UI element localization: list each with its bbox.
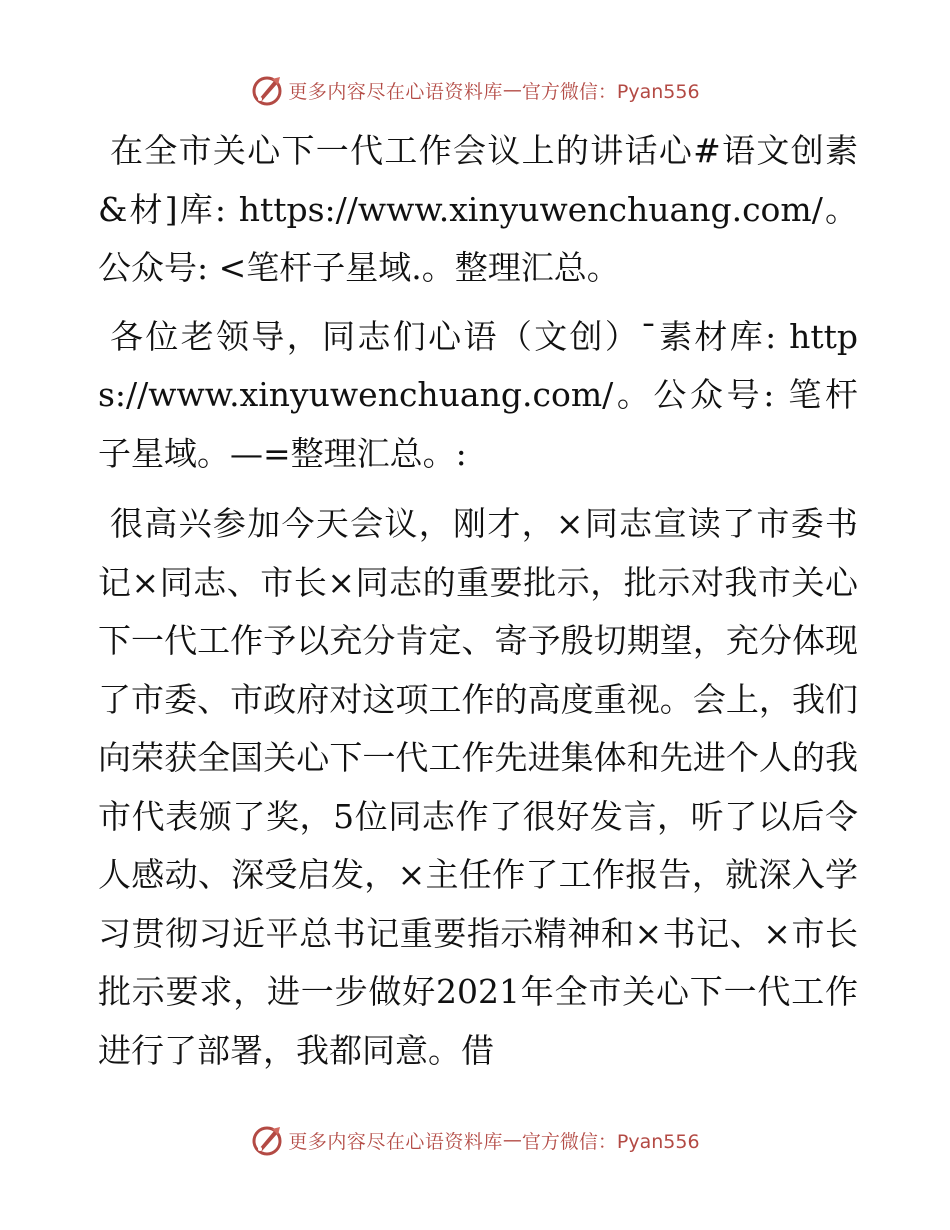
footer-banner-dash: — bbox=[502, 1129, 522, 1151]
quill-logo-icon bbox=[250, 73, 284, 107]
footer-watermark-banner bbox=[0, 1120, 950, 1160]
footer-banner-wechat: 官方微信：Pyan556 bbox=[521, 1130, 700, 1153]
body-paragraph: 很高兴参加今天会议，刚才，×同志宣读了市委书记×同志、市长×同志的重要批示，批示对我市关心下一代工作予以充分肯定、寄予殷切期望，充分体现了市委、市政府对这项工作的高度重视。会上，我们向荣获全国关心下一代工作先进集体和先进个人的我市代表颁了奖，5位同志作了很好发言，听了以后令人感动、深受启发，×主任作了工作报告，就深入学习贯彻习近平总书记重要指示精神和×书记、×市长批示要求，进一步做好2021年全市关心下一代工作进行了部署，我都同意。借 bbox=[98, 504, 858, 1070]
header-banner-dash: — bbox=[502, 79, 522, 101]
header-banner-text: 更多内容尽在心语资料库 bbox=[288, 80, 503, 103]
header-banner-wechat: 官方微信：Pyan556 bbox=[521, 80, 700, 103]
greeting-paragraph: 各位老领导，同志们心语（文创）¯素材库: https://www.xinyuwenchuang.com/。公众号: 笔杆子星域。—=整理汇总。: bbox=[98, 316, 858, 473]
document-body bbox=[98, 122, 858, 1080]
footer-banner-text: 更多内容尽在心语资料库 bbox=[288, 1130, 503, 1153]
header-watermark-banner bbox=[0, 70, 950, 110]
title-paragraph: 在全市关心下一代工作会议上的讲话心#语文创素&材]库: https://www.xinyuwenchuang.com/。公众号: <笔杆子星域.。整理汇总。 bbox=[98, 131, 858, 287]
quill-logo-icon bbox=[250, 1123, 284, 1157]
